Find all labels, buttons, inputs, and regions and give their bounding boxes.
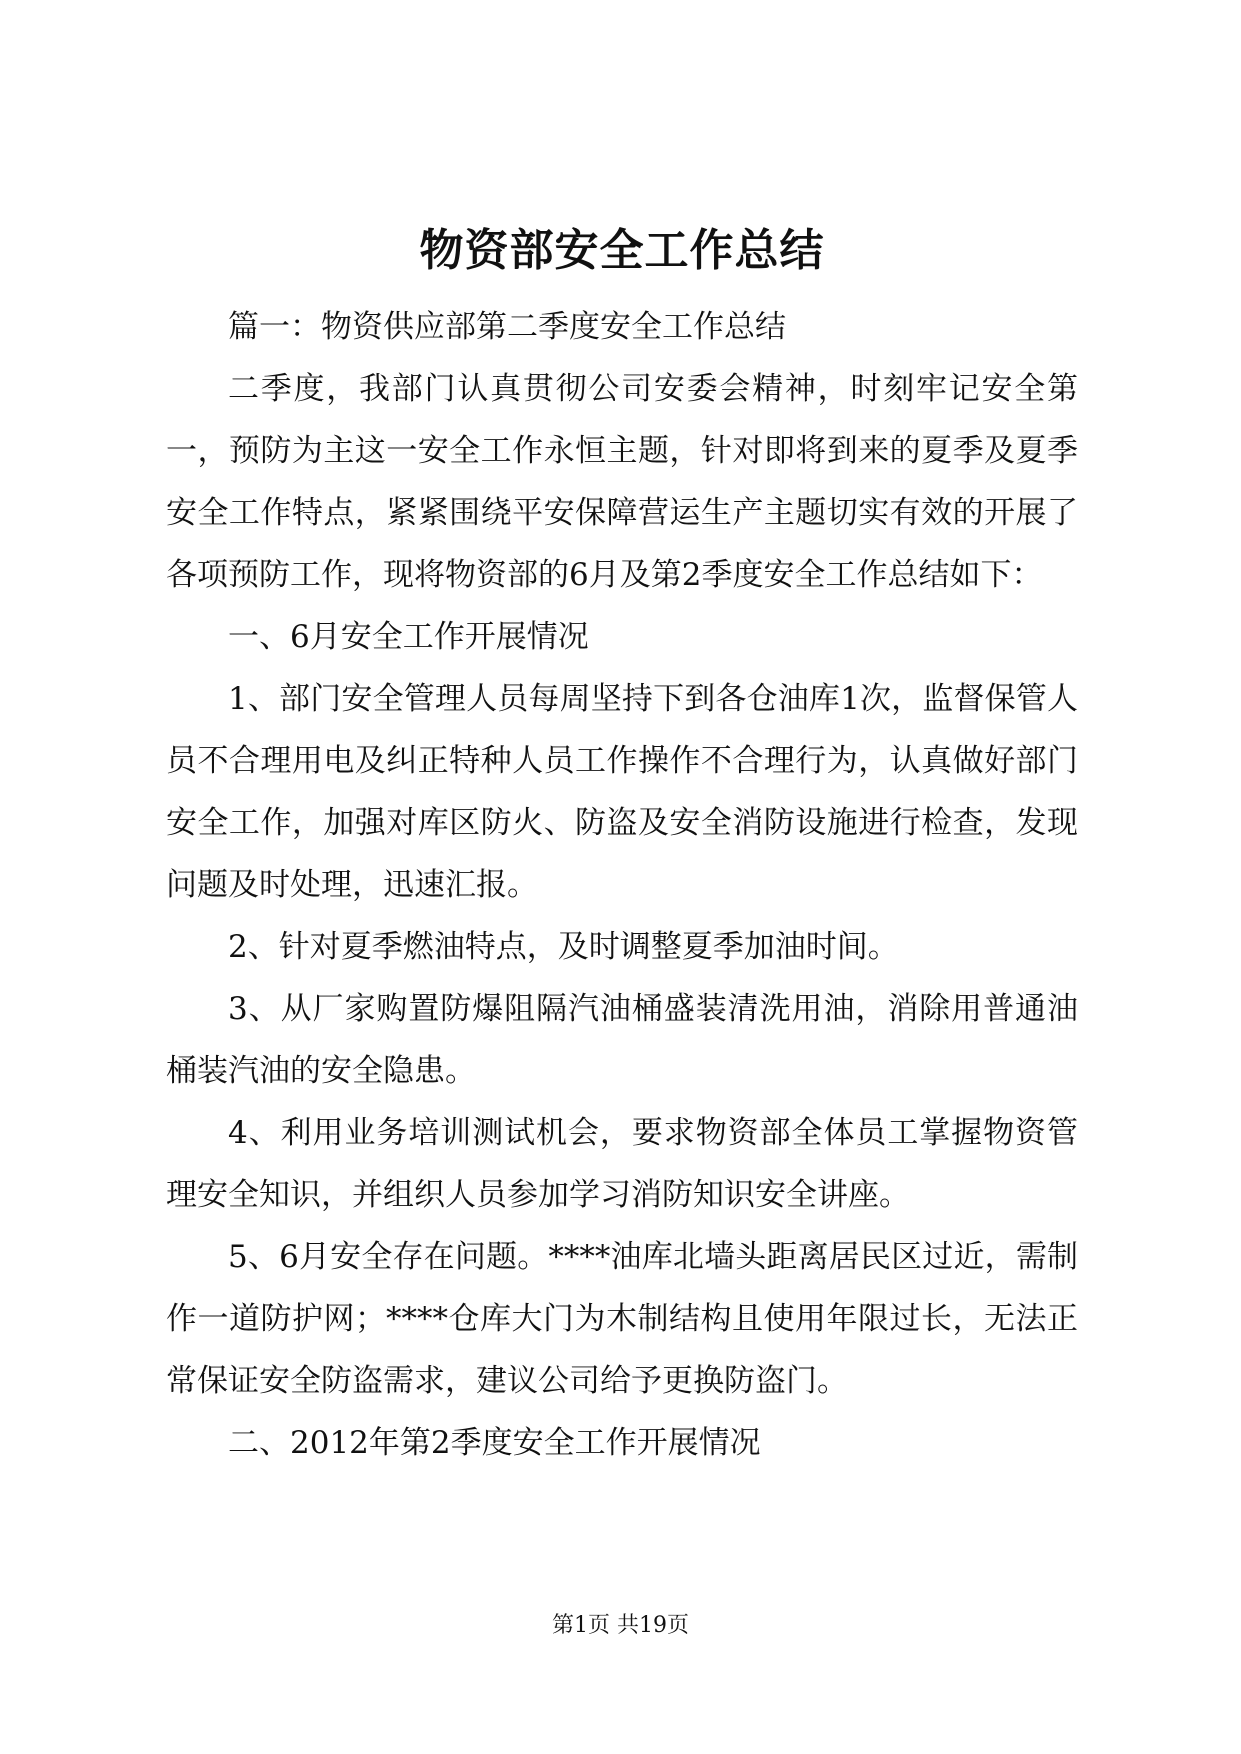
document-body xyxy=(166,218,1078,1474)
paragraph-heading-q2: 二、2012年第2季度安全工作开展情况 xyxy=(228,1425,761,1461)
document-title: 物资部安全工作总结 xyxy=(419,225,825,276)
paragraph-section-heading: 篇一：物资供应部第二季度安全工作总结 xyxy=(228,309,786,345)
paragraph-item-3: 3、从厂家购置防爆阻隔汽油桶盛装清洗用油，消除用普通油桶装汽油的安全隐患。 xyxy=(166,991,1078,1089)
page-number-footer: 第1页 共19页 xyxy=(552,1613,689,1638)
paragraph-intro: 二季度，我部门认真贯彻公司安委会精神，时刻牢记安全第一，预防为主这一安全工作永恒主题，针对即将到来的夏季及夏季安全工作特点，紧紧围绕平安保障营运生产主题切实有效的开展了各项预防工作，现将物资部的6月及第2季度安全工作总结如下： xyxy=(166,371,1078,593)
paragraph-item-1: 1、部门安全管理人员每周坚持下到各仓油库1次，监督保管人员不合理用电及纠正特种人员工作操作不合理行为，认真做好部门安全工作，加强对库区防火、防盗及安全消防设施进行检查，发现问题及时处理，迅速汇报。 xyxy=(166,681,1078,903)
paragraph-heading-june: 一、6月安全工作开展情况 xyxy=(228,619,589,655)
paragraph-item-2: 2、针对夏季燃油特点，及时调整夏季加油时间。 xyxy=(228,929,899,965)
paragraph-item-4: 4、利用业务培训测试机会，要求物资部全体员工掌握物资管理安全知识，并组织人员参加学习消防知识安全讲座。 xyxy=(166,1115,1078,1213)
paragraph-item-5: 5、6月安全存在问题。****油库北墙头距离居民区过近，需制作一道防护网；****仓库大门为木制结构且使用年限过长，无法正常保证安全防盗需求，建议公司给予更换防盗门。 xyxy=(166,1239,1078,1399)
